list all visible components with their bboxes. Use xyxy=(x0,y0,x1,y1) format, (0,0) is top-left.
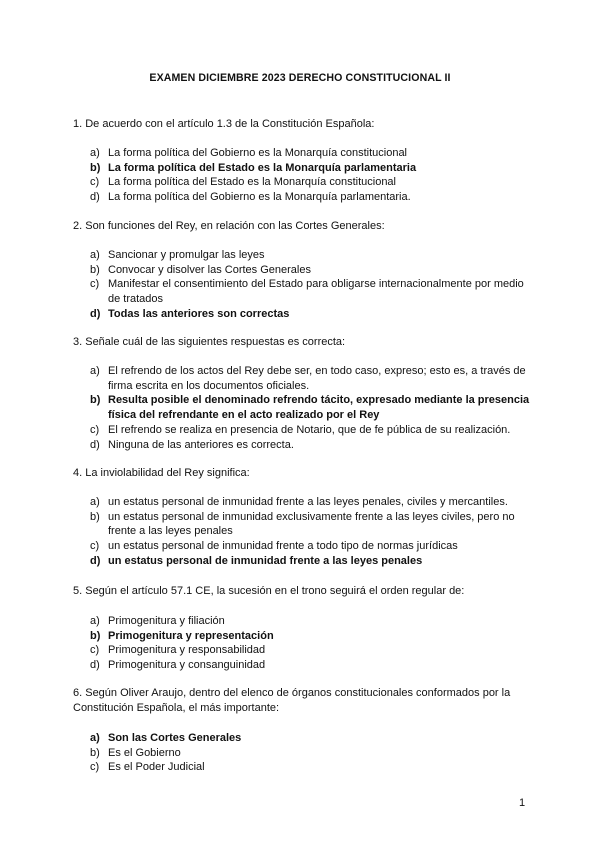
question-2-options xyxy=(90,248,530,322)
page-number: 1 xyxy=(519,797,526,809)
option-3c: c) El refrendo se realiza en presencia de Notario, que de fe pública de su realización. xyxy=(90,423,511,436)
question-3-options xyxy=(90,364,530,452)
option-4a: a) un estatus personal de inmunidad frente a las leyes penales, civiles y mercantiles. xyxy=(90,496,508,508)
option-3a: a) El refrendo de los actos del Rey debe ser, en todo caso, expreso; esto es, a través de firma escrita en los documentos oficiales. xyxy=(90,365,526,392)
question-5-options xyxy=(90,614,530,673)
option-6b: b) Es el Gobierno xyxy=(90,746,181,759)
option-4b: b) un estatus personal de inmunidad exclusivamente frente a las leyes civiles, pero no frente a las leyes penales xyxy=(90,510,515,538)
option-1b: b) La forma política del Estado es la Monarquía parlamentaria xyxy=(90,161,417,174)
option-6c: c) Es el Poder Judicial xyxy=(90,761,205,774)
option-5a: a) Primogenitura y filiación xyxy=(90,615,225,627)
option-5d: d) Primogenitura y consanguinidad xyxy=(90,659,266,672)
option-2d: d) Todas las anteriores son correctas xyxy=(90,307,290,320)
question-2: 2. Son funciones del Rey, en relación con las Cortes Generales: xyxy=(73,220,385,232)
option-1a: a) La forma política del Gobierno es la Monarquía constitucional xyxy=(90,147,408,159)
option-5c: c) Primogenitura y responsabilidad xyxy=(90,644,266,657)
question-4-options xyxy=(90,495,530,569)
question-3: 3. Señale cuál de las siguientes respuestas es correcta: xyxy=(73,336,346,348)
question-5: 5. Según el artículo 57.1 CE, la sucesión en el trono seguirá el orden regular de: xyxy=(73,585,465,597)
question-1-options xyxy=(90,146,530,205)
option-2b: b) Convocar y disolver las Cortes Generales xyxy=(90,263,311,276)
question-6: 6. Según Oliver Araujo, dentro del elenco de órganos constitucionales conformados por la Constitución Española, el más importante: xyxy=(73,687,511,714)
option-4c: c) un estatus personal de inmunidad frente a todo tipo de normas jurídicas xyxy=(90,540,458,553)
question-6-options xyxy=(90,731,530,775)
exam-title: EXAMEN DICIEMBRE 2023 DERECHO CONSTITUCIONAL II xyxy=(149,72,451,84)
option-5b: b) Primogenitura y representación xyxy=(90,629,274,642)
option-3b: b) Resulta posible el denominado refrendo tácito, expresado mediante la presencia física del refrendante en el acto realizado por el Rey xyxy=(90,394,530,422)
option-6a: a) Son las Cortes Generales xyxy=(90,732,242,744)
option-2a: a) Sancionar y promulgar las leyes xyxy=(90,249,265,261)
question-4: 4. La inviolabilidad del Rey significa: xyxy=(73,467,250,479)
option-4d: d) un estatus personal de inmunidad frente a las leyes penales xyxy=(90,554,423,567)
option-1c: c) La forma política del Estado es la Monarquía constitucional xyxy=(90,176,396,189)
option-3d: d) Ninguna de las anteriores es correcta. xyxy=(90,438,294,451)
question-1: 1. De acuerdo con el artículo 1.3 de la Constitución Española: xyxy=(73,118,375,130)
option-1d: d) La forma política del Gobierno es la Monarquía parlamentaria. xyxy=(90,191,411,204)
option-2c: c) Manifestar el consentimiento del Estado para obligarse internacionalmente por medio de tratados xyxy=(90,278,524,306)
